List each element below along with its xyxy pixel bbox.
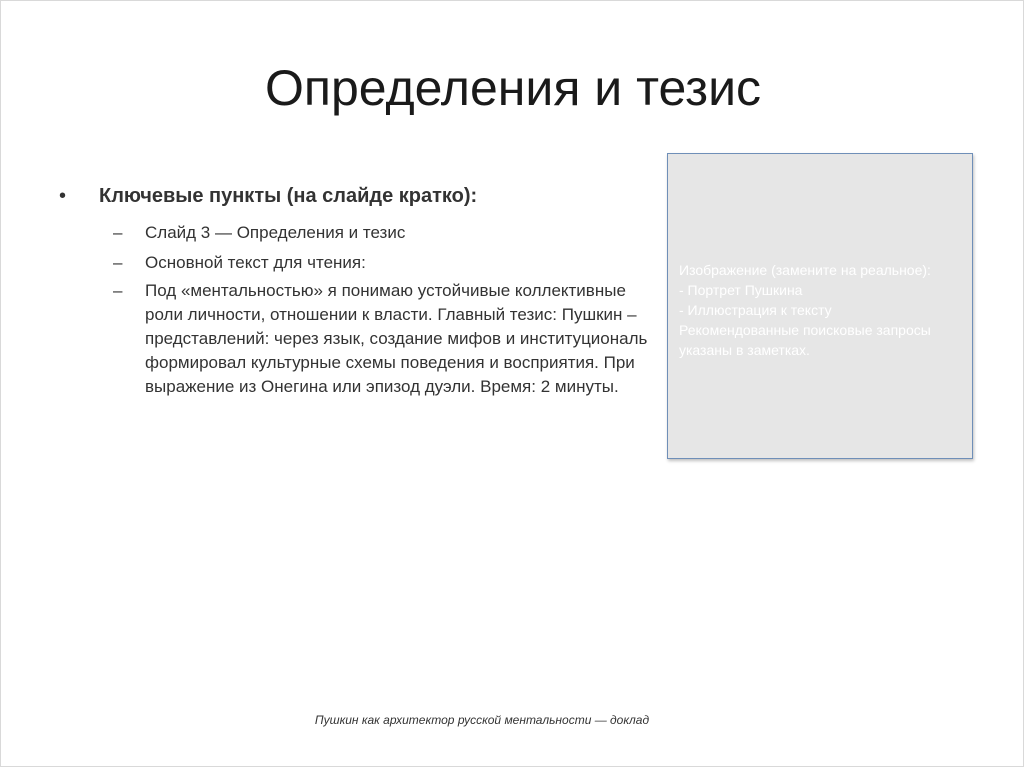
subitem-text: Слайд 3 — Определения и тезис [145, 223, 406, 242]
bullet-heading: Ключевые пункты (на слайде кратко): [99, 185, 478, 207]
dash-icon: – [113, 223, 123, 242]
dash-icon: – [113, 281, 123, 300]
image-placeholder [667, 153, 973, 459]
slide-title: Определения и тезис [264, 60, 762, 116]
image-placeholder-text: Изображение (замените на реальное): - Портрет Пушкина - Иллюстрация к тексту Рекомендованные поисковые запросы указаны в заметках. [679, 262, 931, 358]
subitem-text: Основной текст для чтения: [145, 253, 366, 272]
slide-footer: Пушкин как архитектор русской ментальности — доклад [314, 713, 650, 727]
bullet-icon: • [59, 185, 67, 207]
subitem-text: Под «ментальностью» я понимаю устойчивые коллективные роли личности, отношении к власти. Главный тезис: Пушкин – представлений: через язык, создание мифов и институциональ формировал культурные схемы поведения и восприятия. При выражение из Онегина или эпизод дуэли. Время: 2 минуты. [145, 281, 648, 396]
dash-icon: – [113, 253, 123, 272]
